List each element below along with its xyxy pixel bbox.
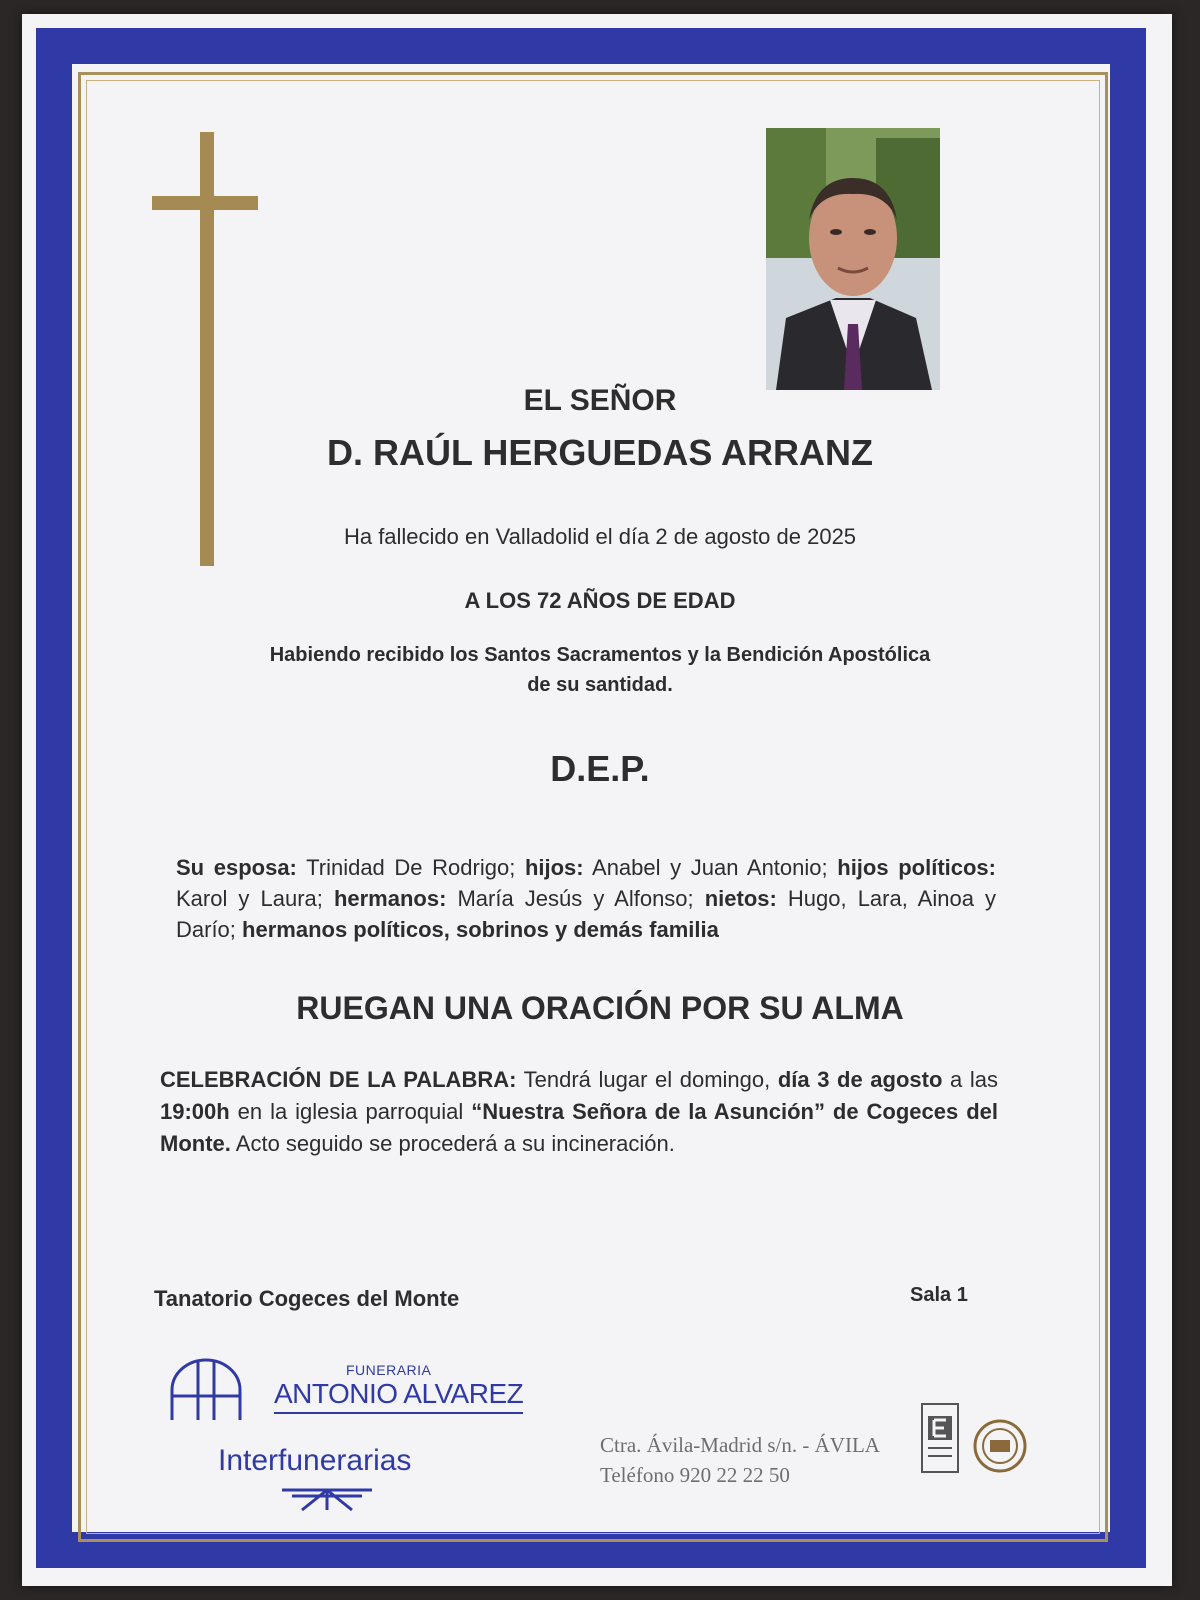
funeral-home-name: Tanatorio Cogeces del Monte — [154, 1286, 460, 1311]
ceremony-time: 19:00h — [160, 1099, 230, 1124]
deceased-photo — [766, 128, 940, 390]
phone-line: Teléfono 920 22 22 50 — [600, 1463, 790, 1487]
funeraria-logo-icon — [168, 1356, 244, 1422]
hijos-politicos-value: Karol y Laura; — [176, 886, 334, 911]
ceremony-text-2: a las — [942, 1067, 998, 1092]
hijos-politicos-label: hijos políticos: — [837, 855, 996, 880]
nietos-value: Hugo, Lara, Ainoa y Darío; — [176, 886, 997, 942]
ceremony-text-1: Tendrá lugar el domingo, — [516, 1067, 778, 1092]
age-statement: A LOS 72 AÑOS DE EDAD — [464, 588, 736, 613]
sacraments-line-2: de su santidad. — [527, 674, 673, 696]
title-line: EL SEÑOR — [523, 384, 677, 417]
funeraria-name: ANTONIO ALVAREZ — [274, 1378, 523, 1414]
nietos-label: nietos: — [704, 886, 777, 911]
interfunerarias-logo-text: Interfunerarias — [218, 1444, 412, 1477]
address-line: Ctra. Ávila-Madrid s/n. - ÁVILA — [600, 1433, 880, 1457]
gold-border-inner — [86, 80, 1100, 1534]
ceremony-place: Cogeces del Monte. — [160, 1099, 998, 1156]
ceremony-paragraph — [160, 1064, 998, 1160]
certification-seals-icon — [920, 1402, 1030, 1474]
death-statement: Ha fallecido en Valladolid el día 2 de agosto de 2025 — [343, 524, 857, 549]
resto-familia: hermanos políticos, sobrinos y demás familia — [242, 917, 719, 942]
ceremony-text-3: en la iglesia parroquial — [229, 1099, 472, 1124]
rip-text: D.E.P. — [550, 748, 650, 789]
esposa-value: Trinidad De Rodrigo; — [296, 855, 525, 880]
interfunerarias-mark-icon — [282, 1486, 372, 1512]
ceremony-text-5: Acto seguido se procederá a su incineración. — [230, 1131, 675, 1156]
esposa-label: Su esposa: — [176, 855, 297, 880]
hijos-value: Anabel y Juan Antonio; — [583, 855, 838, 880]
hermanos-value: María Jesús y Alfonso; — [446, 886, 705, 911]
prayer-request: RUEGAN UNA ORACIÓN POR SU ALMA — [296, 990, 904, 1026]
family-paragraph — [176, 852, 996, 945]
room-number: Sala 1 — [910, 1284, 968, 1306]
ceremony-date: día 3 de agosto — [777, 1067, 943, 1092]
sacraments-statement — [100, 640, 1100, 700]
deceased-name: D. RAÚL HERGUEDAS ARRANZ — [326, 432, 873, 473]
funeraria-label: FUNERARIA — [346, 1362, 432, 1378]
ceremony-church: “Nuestra Señora de la Asunción” — [471, 1099, 825, 1124]
hijos-label: hijos: — [524, 855, 584, 880]
ceremony-label: CELEBRACIÓN DE LA PALABRA: — [160, 1067, 517, 1092]
hermanos-label: hermanos: — [333, 886, 447, 911]
ceremony-text-4: de — [824, 1099, 867, 1124]
address-block — [600, 1430, 880, 1490]
sacraments-line-1: Habiendo recibido los Santos Sacramentos y la Bendición Apostólica — [269, 644, 931, 666]
